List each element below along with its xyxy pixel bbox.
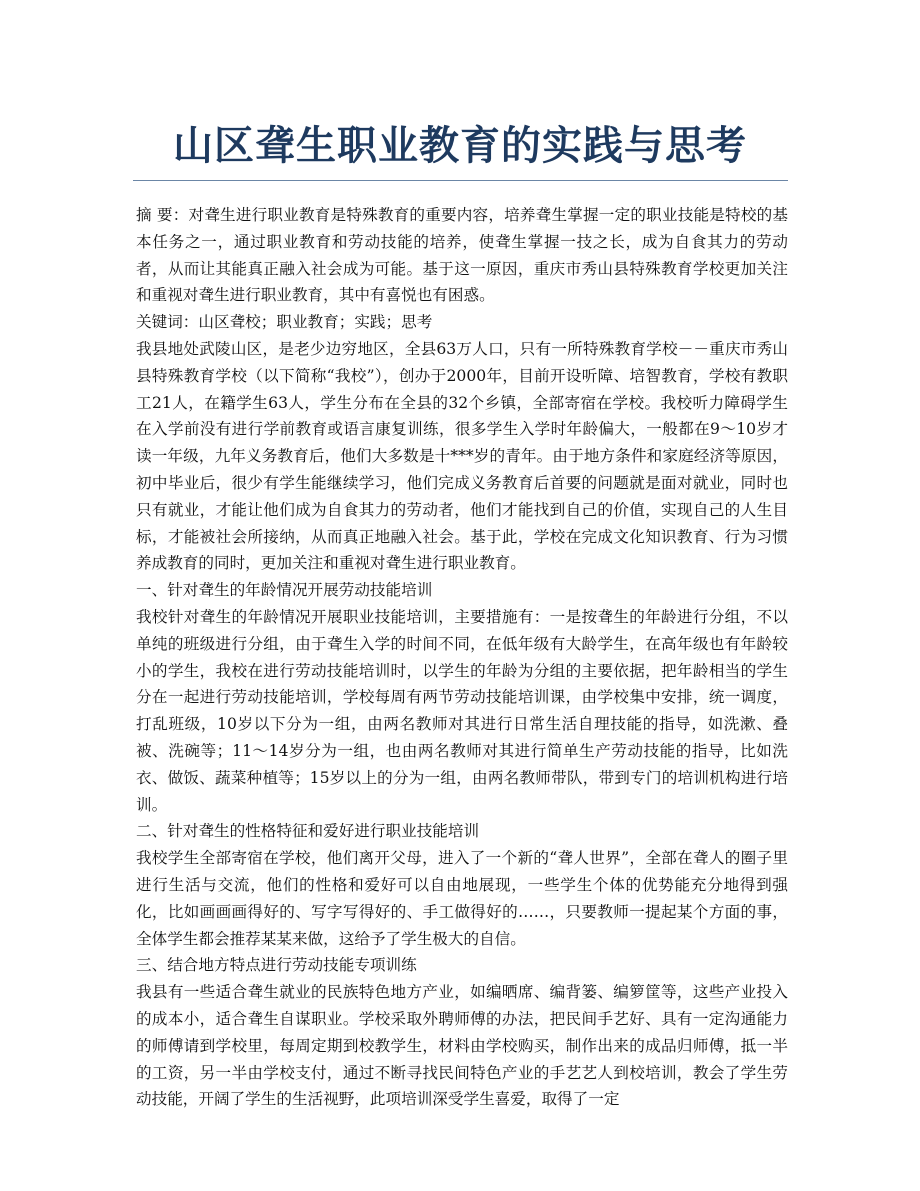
keywords-line: 关键词：山区聋校；职业教育；实践；思考 — [136, 313, 433, 332]
section-1-paragraph: 我校针对聋生的年龄情况开展职业技能培训，主要措施有：一是按聋生的年龄进行分组，不以单纯的班级进行分组，由于聋生入学的时间不同，在低年级有大龄学生，在高年级也有年龄较小的学生，我校在进行劳动技能培训时，以学生的年龄为分组的主要依据，把年龄相当的学生分在一起进行劳动技能培训，学校每周有两节劳动技能培训课，由学校集中安排，统一调度，打乱班级，10岁以下分为一组，由两名教师对其进行日常生活自理技能的指导，如洗漱、叠被、洗碗等；11～14岁分为一组，也由两名教师对其进行简单生产劳动技能的指导，比如洗衣、做饭、蔬菜种植等；15岁以上的分为一组，由两名教师带队，带到专门的培训机构进行培训。 — [136, 607, 788, 814]
page-title: 山区聋生职业教育的实践与思考 — [173, 123, 747, 169]
section-3-paragraph: 我县有一些适合聋生就业的民族特色地方产业，如编晒席、编背篓、编箩筐等，这些产业投入的成本小，适合聋生自谋职业。学校采取外聘师傅的办法，把民间手艺好、具有一定沟通能力的师傅请到学校里，每周定期到校教学生，材料由学校购买，制作出来的成品归师傅，抵一半的工资，另一半由学校支付，通过不断寻找民间特色产业的手艺艺人到校培训，教会了学生劳动技能，开阔了学生的生活视野，此项培训深受学生喜爱，取得了一定 — [136, 983, 788, 1109]
document-body — [136, 202, 788, 1113]
intro-paragraph: 我县地处武陵山区，是老少边穷地区，全县63万人口，只有一所特殊教育学校－－重庆市秀山县特殊教育学校（以下简称“我校”），创办于2000年，目前开设听障、培智教育，学校有教职工21人，在籍学生63人，学生分布在全县的32个乡镇，全部寄宿在学校。我校听力障碍学生在入学前没有进行学前教育或语言康复训练，很多学生入学时年龄偏大，一般都在9～10岁才读一年级，九年义务教育后，他们大多数是十***岁的青年。由于地方条件和家庭经济等原因，初中毕业后，很少有学生能继续学习，他们完成义务教育后首要的问题就是面对就业，同时也只有就业，才能让他们成为自食其力的劳动者，他们才能找到自己的价值，实现自己的人生目标，才能被社会所接纳，从而真正地融入社会。基于此，学校在完成文化知识教育、行为习惯养成教育的同时，更加关注和重视对聋生进行职业教育。 — [136, 339, 788, 573]
section-2-heading: 二、针对聋生的性格特征和爱好进行职业技能培训 — [136, 822, 480, 841]
section-2-paragraph: 我校学生全部寄宿在学校，他们离开父母，进入了一个新的“聋人世界”，全部在聋人的圈子里进行生活与交流，他们的性格和爱好可以自由地展现，一些学生个体的优势能充分地得到强化，比如画画画得好的、写字写得好的、手工做得好的……，只要教师一提起某个方面的事，全体学生都会推荐某某来做，这给予了学生极大的自信。 — [136, 849, 788, 948]
section-3-heading: 三、结合地方特点进行劳动技能专项训练 — [136, 956, 417, 975]
title-divider — [133, 180, 788, 181]
abstract-paragraph: 摘 要：对聋生进行职业教育是特殊教育的重要内容，培养聋生掌握一定的职业技能是特校的基本任务之一，通过职业教育和劳动技能的培养，使聋生掌握一技之长，成为自食其力的劳动者，从而让其能真正融入社会成为可能。基于这一原因，重庆市秀山县特殊教育学校更加关注和重视对聋生进行职业教育，其中有喜悦也有困惑。 — [136, 206, 788, 305]
section-1-heading: 一、针对聋生的年龄情况开展劳动技能培训 — [136, 581, 433, 600]
